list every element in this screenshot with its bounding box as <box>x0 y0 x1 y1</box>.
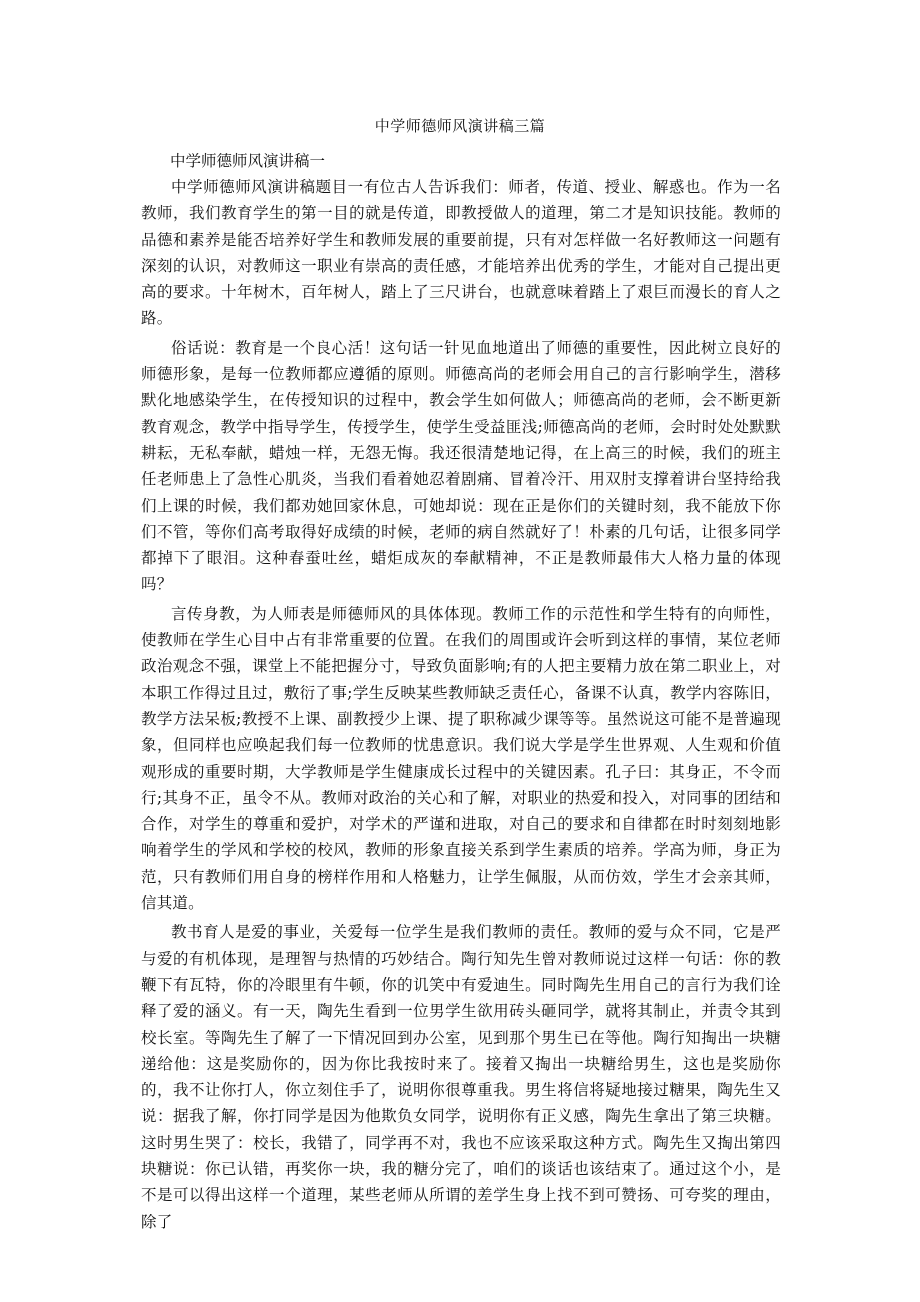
paragraph: 俗话说：教育是一个良心活！这句话一针见血地道出了师德的重要性，因此树立良好的师德形象，是每一位教师都应遵循的原则。师德高尚的老师会用自己的言行影响学生，潜移默化地感染学生，在传授知识的过程中，教会学生如何做人；师德高尚的老师，会不断更新教育观念，教学中指导学生，传授学生，使学生受益匪浅;师德高尚的老师，会时时处处默默耕耘，无私奉献，蜡烛一样，无怨无悔。我还很清楚地记得，在上高三的时候，我们的班主任老师患上了急性心肌炎，当我们看着她忍着剧痛、冒着冷汗、用双肘支撑着讲台坚持给我们上课的时候，我们都劝她回家休息，可她却说：现在正是你们的关键时刻，我不能放下你们不管，等你们高考取得好成绩的时候，老师的病自然就好了！朴素的几句话，让很多同学都掉下了眼泪。这种春蚕吐丝，蜡炬成灰的奉献精神，不正是教师最伟大人格力量的体现吗？ <box>141 338 781 594</box>
document-title: 中学师德师风演讲稿三篇 <box>374 117 546 135</box>
document-body <box>141 148 781 1235</box>
paragraph: 言传身教，为人师表是师德师风的具体体现。教师工作的示范性和学生特有的向师性，使教师在学生心目中占有非常重要的位置。在我们的周围或许会听到这样的事情，某位老师政治观念不强，课堂上不能把握分寸，导致负面影响;有的人把主要精力放在第二职业上，对本职工作得过且过，敷衍了事;学生反映某些教师缺乏责任心，备课不认真，教学内容陈旧，教学方法呆板;教授不上课、副教授少上课、提了职称减少课等等。虽然说这可能不是普遍现象，但同样也应唤起我们每一位教师的忧患意识。我们说大学是学生世界观、人生观和价值观形成的重要时期，大学教师是学生健康成长过程中的关键因素。孔子曰：其身正，不令而行;其身不正，虽令不从。教师对政治的关心和了解，对职业的热爱和投入，对同事的团结和合作，对学生的尊重和爱护，对学术的严谨和进取，对自己的要求和自律都在时时刻刻地影响着学生的学风和学校的校风，教师的形象直接关系到学生素质的培养。学高为师，身正为范，只有教师们用自身的榜样作用和人格魅力，让学生佩服，从而仿效，学生才会亲其师，信其道。 <box>141 604 781 913</box>
paragraph: 中学师德师风演讲稿题目一有位古人告诉我们：师者，传道、授业、解惑也。作为一名教师，我们教育学生的第一目的就是传道，即教授做人的道理，第二才是知识技能。教师的品德和素养是能否培养好学生和教师发展的重要前提，只有对怎样做一名好教师这一问题有深刻的认识，对教师这一职业有崇高的责任感，才能培养出优秀的学生，才能对自己提出更高的要求。十年树木，百年树人，踏上了三尺讲台，也就意味着踏上了艰巨而漫长的育人之路。 <box>141 178 781 328</box>
section-heading: 中学师德师风演讲稿一 <box>170 152 326 170</box>
paragraph: 教书育人是爱的事业，关爱每一位学生是我们教师的责任。教师的爱与众不同，它是严与爱的有机体现，是理智与热情的巧妙结合。陶行知先生曾对教师说过这样一句话：你的教鞭下有瓦特，你的冷眼里有牛顿，你的讥笑中有爱迪生。同时陶先生用自己的言行为我们诠释了爱的涵义。有一天，陶先生看到一位男学生欲用砖头砸同学，就将其制止，并责令其到校长室。等陶先生了解了一下情况回到办公室，见到那个男生已在等他。陶行知掏出一块糖递给他：这是奖励你的，因为你比我按时来了。接着又掏出一块糖给男生，这也是奖励你的，我不让你打人，你立刻住手了，说明你很尊重我。男生将信将疑地接过糖果，陶先生又说：据我了解，你打同学是因为他欺负女同学，说明你有正义感，陶先生拿出了第三块糖。这时男生哭了：校长，我错了，同学再不对，我也不应该采取这种方式。陶先生又掏出第四块糖说：你已认错，再奖你一块，我的糖分完了，咱们的谈话也该结束了。通过这个小，是不是可以得出这样一个道理，某些老师从所谓的差学生身上找不到可赞扬、可夸奖的理由，除了 <box>141 923 781 1231</box>
